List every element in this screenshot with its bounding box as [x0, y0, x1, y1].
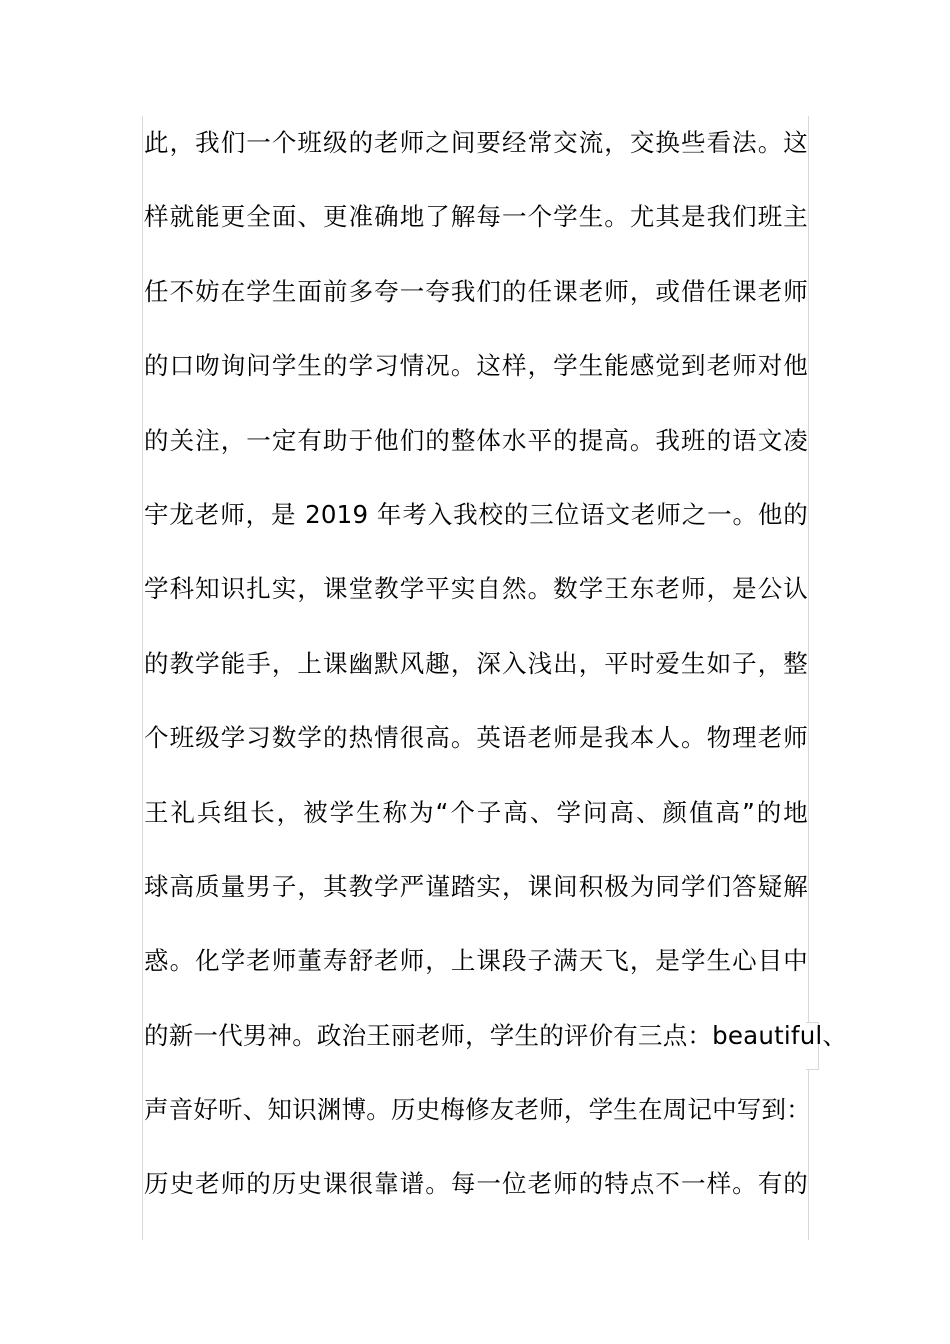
text-line: 任不妨在学生面前多夸一夸我们的任课老师，或借任课老师: [144, 276, 808, 306]
text-line: 的新一代男神。政治王丽老师，学生的评价有三点：beautiful、: [144, 1020, 848, 1050]
text-line: 王礼兵组长，被学生称为“个子高、学问高、颜值高”的地: [144, 797, 808, 827]
text-line: 学科知识扎实，课堂教学平实自然。数学王东老师，是公认: [144, 574, 808, 604]
text-line: 声音好听、知识渊博。历史梅修友老师，学生在周记中写到：: [144, 1095, 811, 1125]
text-line: 球高质量男子，其教学严谨踏实，课间积极为同学们答疑解: [144, 871, 808, 901]
text-line: 惑。化学老师董寿舒老师，上课段子满天飞，是学生心目中: [144, 946, 808, 976]
text-line: 宇龙老师，是 2019 年考入我校的三位语文老师之一。他的: [144, 499, 808, 529]
text-line: 个班级学习数学的热情很高。英语老师是我本人。物理老师: [144, 723, 808, 753]
text-line: 的关注，一定有助于他们的整体水平的提高。我班的语文凌: [144, 425, 808, 455]
text-line: 历史老师的历史课很靠谱。每一位老师的特点不一样。有的: [144, 1169, 808, 1199]
text-line: 样就能更全面、更准确地了解每一个学生。尤其是我们班主: [144, 202, 808, 232]
text-line: 的教学能手，上课幽默风趣，深入浅出，平时爱生如子，整: [144, 648, 808, 678]
text-line: 的口吻询问学生的学习情况。这样，学生能感觉到老师对他: [144, 351, 808, 381]
text-line: 此，我们一个班级的老师之间要经常交流，交换些看法。这: [144, 128, 808, 157]
document-body: [144, 120, 848, 1236]
